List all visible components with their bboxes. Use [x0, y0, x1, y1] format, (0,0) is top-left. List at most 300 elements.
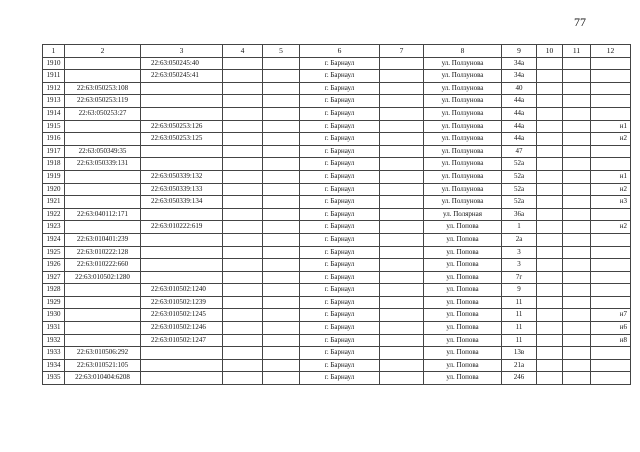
- row-number-cell: 1916: [43, 133, 65, 146]
- column-header: 1: [43, 45, 65, 58]
- empty-cell: [263, 107, 300, 120]
- cadastral-number-premises-cell: [141, 359, 223, 372]
- cadastral-number-cell: [65, 221, 141, 234]
- city-cell: г. Барнаул: [300, 120, 380, 133]
- empty-cell: [223, 133, 263, 146]
- street-cell: ул. Попова: [424, 271, 502, 284]
- cadastral-number-cell: [65, 322, 141, 335]
- empty-cell: [537, 359, 563, 372]
- empty-cell: [563, 170, 591, 183]
- empty-cell: [223, 95, 263, 108]
- empty-cell: [563, 196, 591, 209]
- street-cell: ул. Попова: [424, 334, 502, 347]
- street-cell: ул. Полярная: [424, 208, 502, 221]
- street-cell: ул. Попова: [424, 259, 502, 272]
- empty-cell: [263, 347, 300, 360]
- table-row: [43, 322, 631, 335]
- premises-note-cell: [591, 259, 631, 272]
- empty-cell: [537, 221, 563, 234]
- city-cell: г. Барнаул: [300, 246, 380, 259]
- table-row: [43, 133, 631, 146]
- city-cell: г. Барнаул: [300, 57, 380, 70]
- street-cell: ул. Попова: [424, 372, 502, 385]
- row-number-cell: 1930: [43, 309, 65, 322]
- page-number: 77: [574, 15, 586, 29]
- cadastral-number-premises-cell: [141, 372, 223, 385]
- empty-cell: [223, 233, 263, 246]
- empty-cell: [563, 107, 591, 120]
- cadastral-number-cell: 22:63:050253:27: [65, 107, 141, 120]
- empty-cell: [380, 57, 424, 70]
- empty-cell: [537, 57, 563, 70]
- premises-note-cell: н1: [591, 170, 631, 183]
- table-row: [43, 196, 631, 209]
- empty-cell: [263, 233, 300, 246]
- row-number-cell: 1935: [43, 372, 65, 385]
- house-number-cell: 44а: [502, 120, 537, 133]
- cadastral-number-cell: [65, 120, 141, 133]
- cadastral-number-premises-cell: 22:63:050339:134: [141, 196, 223, 209]
- row-number-cell: 1931: [43, 322, 65, 335]
- cadastral-number-cell: 22:63:010521:105: [65, 359, 141, 372]
- table-row: [43, 208, 631, 221]
- city-cell: г. Барнаул: [300, 259, 380, 272]
- house-number-cell: 52а: [502, 196, 537, 209]
- row-number-cell: 1926: [43, 259, 65, 272]
- empty-cell: [263, 296, 300, 309]
- premises-note-cell: [591, 158, 631, 171]
- row-number-cell: 1934: [43, 359, 65, 372]
- row-number-cell: 1932: [43, 334, 65, 347]
- premises-note-cell: [591, 296, 631, 309]
- street-cell: ул. Попова: [424, 296, 502, 309]
- street-cell: ул. Попова: [424, 309, 502, 322]
- premises-note-cell: [591, 284, 631, 297]
- empty-cell: [537, 82, 563, 95]
- table-row: [43, 347, 631, 360]
- house-number-cell: 1: [502, 221, 537, 234]
- cadastral-number-premises-cell: 22:63:010502:1240: [141, 284, 223, 297]
- empty-cell: [537, 107, 563, 120]
- header-row: [43, 45, 631, 58]
- empty-cell: [380, 271, 424, 284]
- cadastral-number-premises-cell: [141, 347, 223, 360]
- street-cell: ул. Попова: [424, 359, 502, 372]
- cadastral-number-premises-cell: [141, 208, 223, 221]
- empty-cell: [563, 271, 591, 284]
- house-number-cell: 11: [502, 334, 537, 347]
- empty-cell: [563, 372, 591, 385]
- table-row: [43, 145, 631, 158]
- empty-cell: [537, 347, 563, 360]
- premises-note-cell: н2: [591, 133, 631, 146]
- city-cell: г. Барнаул: [300, 284, 380, 297]
- empty-cell: [380, 107, 424, 120]
- house-number-cell: 3: [502, 246, 537, 259]
- house-number-cell: 3: [502, 259, 537, 272]
- empty-cell: [380, 309, 424, 322]
- house-number-cell: 52а: [502, 170, 537, 183]
- empty-cell: [563, 208, 591, 221]
- cadastral-number-premises-cell: [141, 95, 223, 108]
- empty-cell: [563, 95, 591, 108]
- city-cell: г. Барнаул: [300, 133, 380, 146]
- empty-cell: [263, 208, 300, 221]
- empty-cell: [263, 196, 300, 209]
- empty-cell: [537, 183, 563, 196]
- empty-cell: [563, 259, 591, 272]
- empty-cell: [563, 347, 591, 360]
- cadastral-number-cell: 22:63:050339:131: [65, 158, 141, 171]
- empty-cell: [563, 322, 591, 335]
- street-cell: ул. Ползунова: [424, 57, 502, 70]
- empty-cell: [223, 107, 263, 120]
- empty-cell: [223, 259, 263, 272]
- street-cell: ул. Ползунова: [424, 196, 502, 209]
- cadastral-number-premises-cell: [141, 259, 223, 272]
- empty-cell: [223, 57, 263, 70]
- column-header: 3: [141, 45, 223, 58]
- empty-cell: [263, 309, 300, 322]
- street-cell: ул. Ползунова: [424, 120, 502, 133]
- empty-cell: [223, 82, 263, 95]
- city-cell: г. Барнаул: [300, 233, 380, 246]
- empty-cell: [380, 170, 424, 183]
- city-cell: г. Барнаул: [300, 107, 380, 120]
- empty-cell: [380, 183, 424, 196]
- cadastral-number-cell: 22:63:010222:660: [65, 259, 141, 272]
- street-cell: ул. Попова: [424, 322, 502, 335]
- column-header: 12: [591, 45, 631, 58]
- premises-note-cell: н6: [591, 322, 631, 335]
- empty-cell: [537, 158, 563, 171]
- premises-note-cell: [591, 82, 631, 95]
- empty-cell: [223, 208, 263, 221]
- row-number-cell: 1914: [43, 107, 65, 120]
- cadastral-number-cell: 22:63:010506:292: [65, 347, 141, 360]
- empty-cell: [380, 359, 424, 372]
- street-cell: ул. Попова: [424, 221, 502, 234]
- empty-cell: [563, 57, 591, 70]
- house-number-cell: 40: [502, 82, 537, 95]
- street-cell: ул. Ползунова: [424, 170, 502, 183]
- cadastral-number-cell: [65, 133, 141, 146]
- row-number-cell: 1929: [43, 296, 65, 309]
- empty-cell: [380, 120, 424, 133]
- cadastral-number-premises-cell: 22:63:050245:40: [141, 57, 223, 70]
- empty-cell: [563, 82, 591, 95]
- house-number-cell: 11: [502, 296, 537, 309]
- cadastral-number-premises-cell: [141, 107, 223, 120]
- cadastral-number-cell: 22:63:050349:35: [65, 145, 141, 158]
- street-cell: ул. Попова: [424, 284, 502, 297]
- empty-cell: [563, 334, 591, 347]
- empty-cell: [263, 246, 300, 259]
- street-cell: ул. Ползунова: [424, 107, 502, 120]
- empty-cell: [263, 120, 300, 133]
- house-number-cell: 34а: [502, 70, 537, 83]
- table-row: [43, 70, 631, 83]
- row-number-cell: 1923: [43, 221, 65, 234]
- column-header: 9: [502, 45, 537, 58]
- empty-cell: [380, 284, 424, 297]
- empty-cell: [380, 372, 424, 385]
- empty-cell: [223, 183, 263, 196]
- table-row: [43, 246, 631, 259]
- empty-cell: [263, 170, 300, 183]
- row-number-cell: 1918: [43, 158, 65, 171]
- house-number-cell: 7г: [502, 271, 537, 284]
- table-row: [43, 271, 631, 284]
- city-cell: г. Барнаул: [300, 183, 380, 196]
- city-cell: г. Барнаул: [300, 170, 380, 183]
- table-row: [43, 170, 631, 183]
- empty-cell: [263, 284, 300, 297]
- empty-cell: [563, 359, 591, 372]
- empty-cell: [263, 334, 300, 347]
- empty-cell: [380, 259, 424, 272]
- empty-cell: [223, 322, 263, 335]
- empty-cell: [537, 309, 563, 322]
- registry-table: [42, 44, 631, 385]
- premises-note-cell: [591, 372, 631, 385]
- premises-note-cell: [591, 57, 631, 70]
- table-row: [43, 284, 631, 297]
- table-row: [43, 120, 631, 133]
- cadastral-number-cell: 22:63:050253:108: [65, 82, 141, 95]
- column-header: 10: [537, 45, 563, 58]
- house-number-cell: 52а: [502, 158, 537, 171]
- empty-cell: [380, 221, 424, 234]
- cadastral-number-cell: 22:63:040112:171: [65, 208, 141, 221]
- empty-cell: [223, 196, 263, 209]
- empty-cell: [563, 284, 591, 297]
- street-cell: ул. Ползунова: [424, 70, 502, 83]
- cadastral-number-premises-cell: [141, 158, 223, 171]
- city-cell: г. Барнаул: [300, 145, 380, 158]
- empty-cell: [537, 208, 563, 221]
- table-row: [43, 183, 631, 196]
- city-cell: г. Барнаул: [300, 196, 380, 209]
- premises-note-cell: [591, 246, 631, 259]
- empty-cell: [563, 158, 591, 171]
- premises-note-cell: [591, 145, 631, 158]
- empty-cell: [263, 271, 300, 284]
- empty-cell: [380, 322, 424, 335]
- empty-cell: [263, 359, 300, 372]
- empty-cell: [263, 57, 300, 70]
- empty-cell: [537, 322, 563, 335]
- empty-cell: [537, 70, 563, 83]
- premises-note-cell: н1: [591, 120, 631, 133]
- city-cell: г. Барнаул: [300, 334, 380, 347]
- cadastral-number-cell: [65, 284, 141, 297]
- empty-cell: [263, 372, 300, 385]
- empty-cell: [223, 309, 263, 322]
- table-row: [43, 57, 631, 70]
- cadastral-number-cell: [65, 183, 141, 196]
- empty-cell: [563, 309, 591, 322]
- city-cell: г. Барнаул: [300, 158, 380, 171]
- empty-cell: [380, 233, 424, 246]
- street-cell: ул. Ползунова: [424, 133, 502, 146]
- cadastral-number-premises-cell: 22:63:050339:132: [141, 170, 223, 183]
- empty-cell: [223, 158, 263, 171]
- empty-cell: [223, 372, 263, 385]
- row-number-cell: 1913: [43, 95, 65, 108]
- table-body: [43, 45, 631, 385]
- empty-cell: [263, 133, 300, 146]
- empty-cell: [223, 347, 263, 360]
- cadastral-number-cell: 22:63:010401:239: [65, 233, 141, 246]
- house-number-cell: 21а: [502, 359, 537, 372]
- empty-cell: [537, 170, 563, 183]
- empty-cell: [223, 271, 263, 284]
- cadastral-number-cell: 22:63:010502:1280: [65, 271, 141, 284]
- row-number-cell: 1915: [43, 120, 65, 133]
- premises-note-cell: [591, 107, 631, 120]
- empty-cell: [563, 145, 591, 158]
- empty-cell: [380, 158, 424, 171]
- premises-note-cell: [591, 359, 631, 372]
- empty-cell: [263, 95, 300, 108]
- empty-cell: [537, 284, 563, 297]
- premises-note-cell: н7: [591, 309, 631, 322]
- cadastral-number-cell: [65, 334, 141, 347]
- empty-cell: [380, 296, 424, 309]
- row-number-cell: 1912: [43, 82, 65, 95]
- empty-cell: [223, 145, 263, 158]
- empty-cell: [223, 246, 263, 259]
- street-cell: ул. Ползунова: [424, 183, 502, 196]
- empty-cell: [537, 246, 563, 259]
- cadastral-number-premises-cell: [141, 271, 223, 284]
- empty-cell: [380, 133, 424, 146]
- cadastral-number-premises-cell: 22:63:010502:1245: [141, 309, 223, 322]
- empty-cell: [263, 82, 300, 95]
- empty-cell: [380, 95, 424, 108]
- row-number-cell: 1910: [43, 57, 65, 70]
- column-header: 11: [563, 45, 591, 58]
- house-number-cell: 2а: [502, 233, 537, 246]
- empty-cell: [563, 246, 591, 259]
- empty-cell: [563, 183, 591, 196]
- city-cell: г. Барнаул: [300, 82, 380, 95]
- cadastral-number-cell: [65, 170, 141, 183]
- house-number-cell: 44а: [502, 107, 537, 120]
- empty-cell: [563, 233, 591, 246]
- empty-cell: [563, 221, 591, 234]
- row-number-cell: 1928: [43, 284, 65, 297]
- row-number-cell: 1911: [43, 70, 65, 83]
- house-number-cell: 36а: [502, 208, 537, 221]
- street-cell: ул. Ползунова: [424, 82, 502, 95]
- premises-note-cell: [591, 271, 631, 284]
- cadastral-number-premises-cell: 22:63:010222:619: [141, 221, 223, 234]
- empty-cell: [380, 334, 424, 347]
- empty-cell: [223, 120, 263, 133]
- table-row: [43, 233, 631, 246]
- row-number-cell: 1927: [43, 271, 65, 284]
- cadastral-number-premises-cell: 22:63:050253:125: [141, 133, 223, 146]
- empty-cell: [380, 208, 424, 221]
- empty-cell: [263, 158, 300, 171]
- cadastral-number-cell: 22:63:050253:119: [65, 95, 141, 108]
- house-number-cell: 9: [502, 284, 537, 297]
- empty-cell: [263, 183, 300, 196]
- street-cell: ул. Ползунова: [424, 158, 502, 171]
- street-cell: ул. Попова: [424, 347, 502, 360]
- city-cell: г. Барнаул: [300, 347, 380, 360]
- cadastral-number-premises-cell: [141, 145, 223, 158]
- column-header: 2: [65, 45, 141, 58]
- table-row: [43, 309, 631, 322]
- column-header: 7: [380, 45, 424, 58]
- column-header: 6: [300, 45, 380, 58]
- house-number-cell: 34а: [502, 57, 537, 70]
- row-number-cell: 1933: [43, 347, 65, 360]
- table-row: [43, 359, 631, 372]
- empty-cell: [263, 70, 300, 83]
- empty-cell: [563, 133, 591, 146]
- city-cell: г. Барнаул: [300, 309, 380, 322]
- cadastral-number-premises-cell: [141, 82, 223, 95]
- empty-cell: [380, 70, 424, 83]
- empty-cell: [223, 334, 263, 347]
- cadastral-number-cell: 22:63:010404:6208: [65, 372, 141, 385]
- empty-cell: [563, 70, 591, 83]
- cadastral-number-premises-cell: [141, 233, 223, 246]
- house-number-cell: 11: [502, 322, 537, 335]
- empty-cell: [223, 359, 263, 372]
- cadastral-number-cell: [65, 296, 141, 309]
- cadastral-number-premises-cell: 22:63:050339:133: [141, 183, 223, 196]
- cadastral-number-cell: 22:63:010222:128: [65, 246, 141, 259]
- row-number-cell: 1922: [43, 208, 65, 221]
- cadastral-number-cell: [65, 196, 141, 209]
- city-cell: г. Барнаул: [300, 359, 380, 372]
- cadastral-number-cell: [65, 57, 141, 70]
- row-number-cell: 1924: [43, 233, 65, 246]
- city-cell: г. Барнаул: [300, 208, 380, 221]
- cadastral-number-premises-cell: 22:63:010502:1247: [141, 334, 223, 347]
- empty-cell: [380, 246, 424, 259]
- empty-cell: [380, 82, 424, 95]
- house-number-cell: 246: [502, 372, 537, 385]
- street-cell: ул. Попова: [424, 233, 502, 246]
- house-number-cell: 44а: [502, 133, 537, 146]
- premises-note-cell: [591, 95, 631, 108]
- empty-cell: [223, 284, 263, 297]
- column-header: 4: [223, 45, 263, 58]
- cadastral-number-premises-cell: 22:63:050253:126: [141, 120, 223, 133]
- table-row: [43, 158, 631, 171]
- cadastral-number-premises-cell: [141, 246, 223, 259]
- street-cell: ул. Ползунова: [424, 95, 502, 108]
- empty-cell: [537, 259, 563, 272]
- row-number-cell: 1919: [43, 170, 65, 183]
- house-number-cell: 47: [502, 145, 537, 158]
- premises-note-cell: [591, 347, 631, 360]
- table-row: [43, 372, 631, 385]
- premises-note-cell: [591, 233, 631, 246]
- house-number-cell: 52а: [502, 183, 537, 196]
- cadastral-number-cell: [65, 70, 141, 83]
- city-cell: г. Барнаул: [300, 296, 380, 309]
- premises-note-cell: [591, 70, 631, 83]
- empty-cell: [537, 120, 563, 133]
- city-cell: г. Барнаул: [300, 95, 380, 108]
